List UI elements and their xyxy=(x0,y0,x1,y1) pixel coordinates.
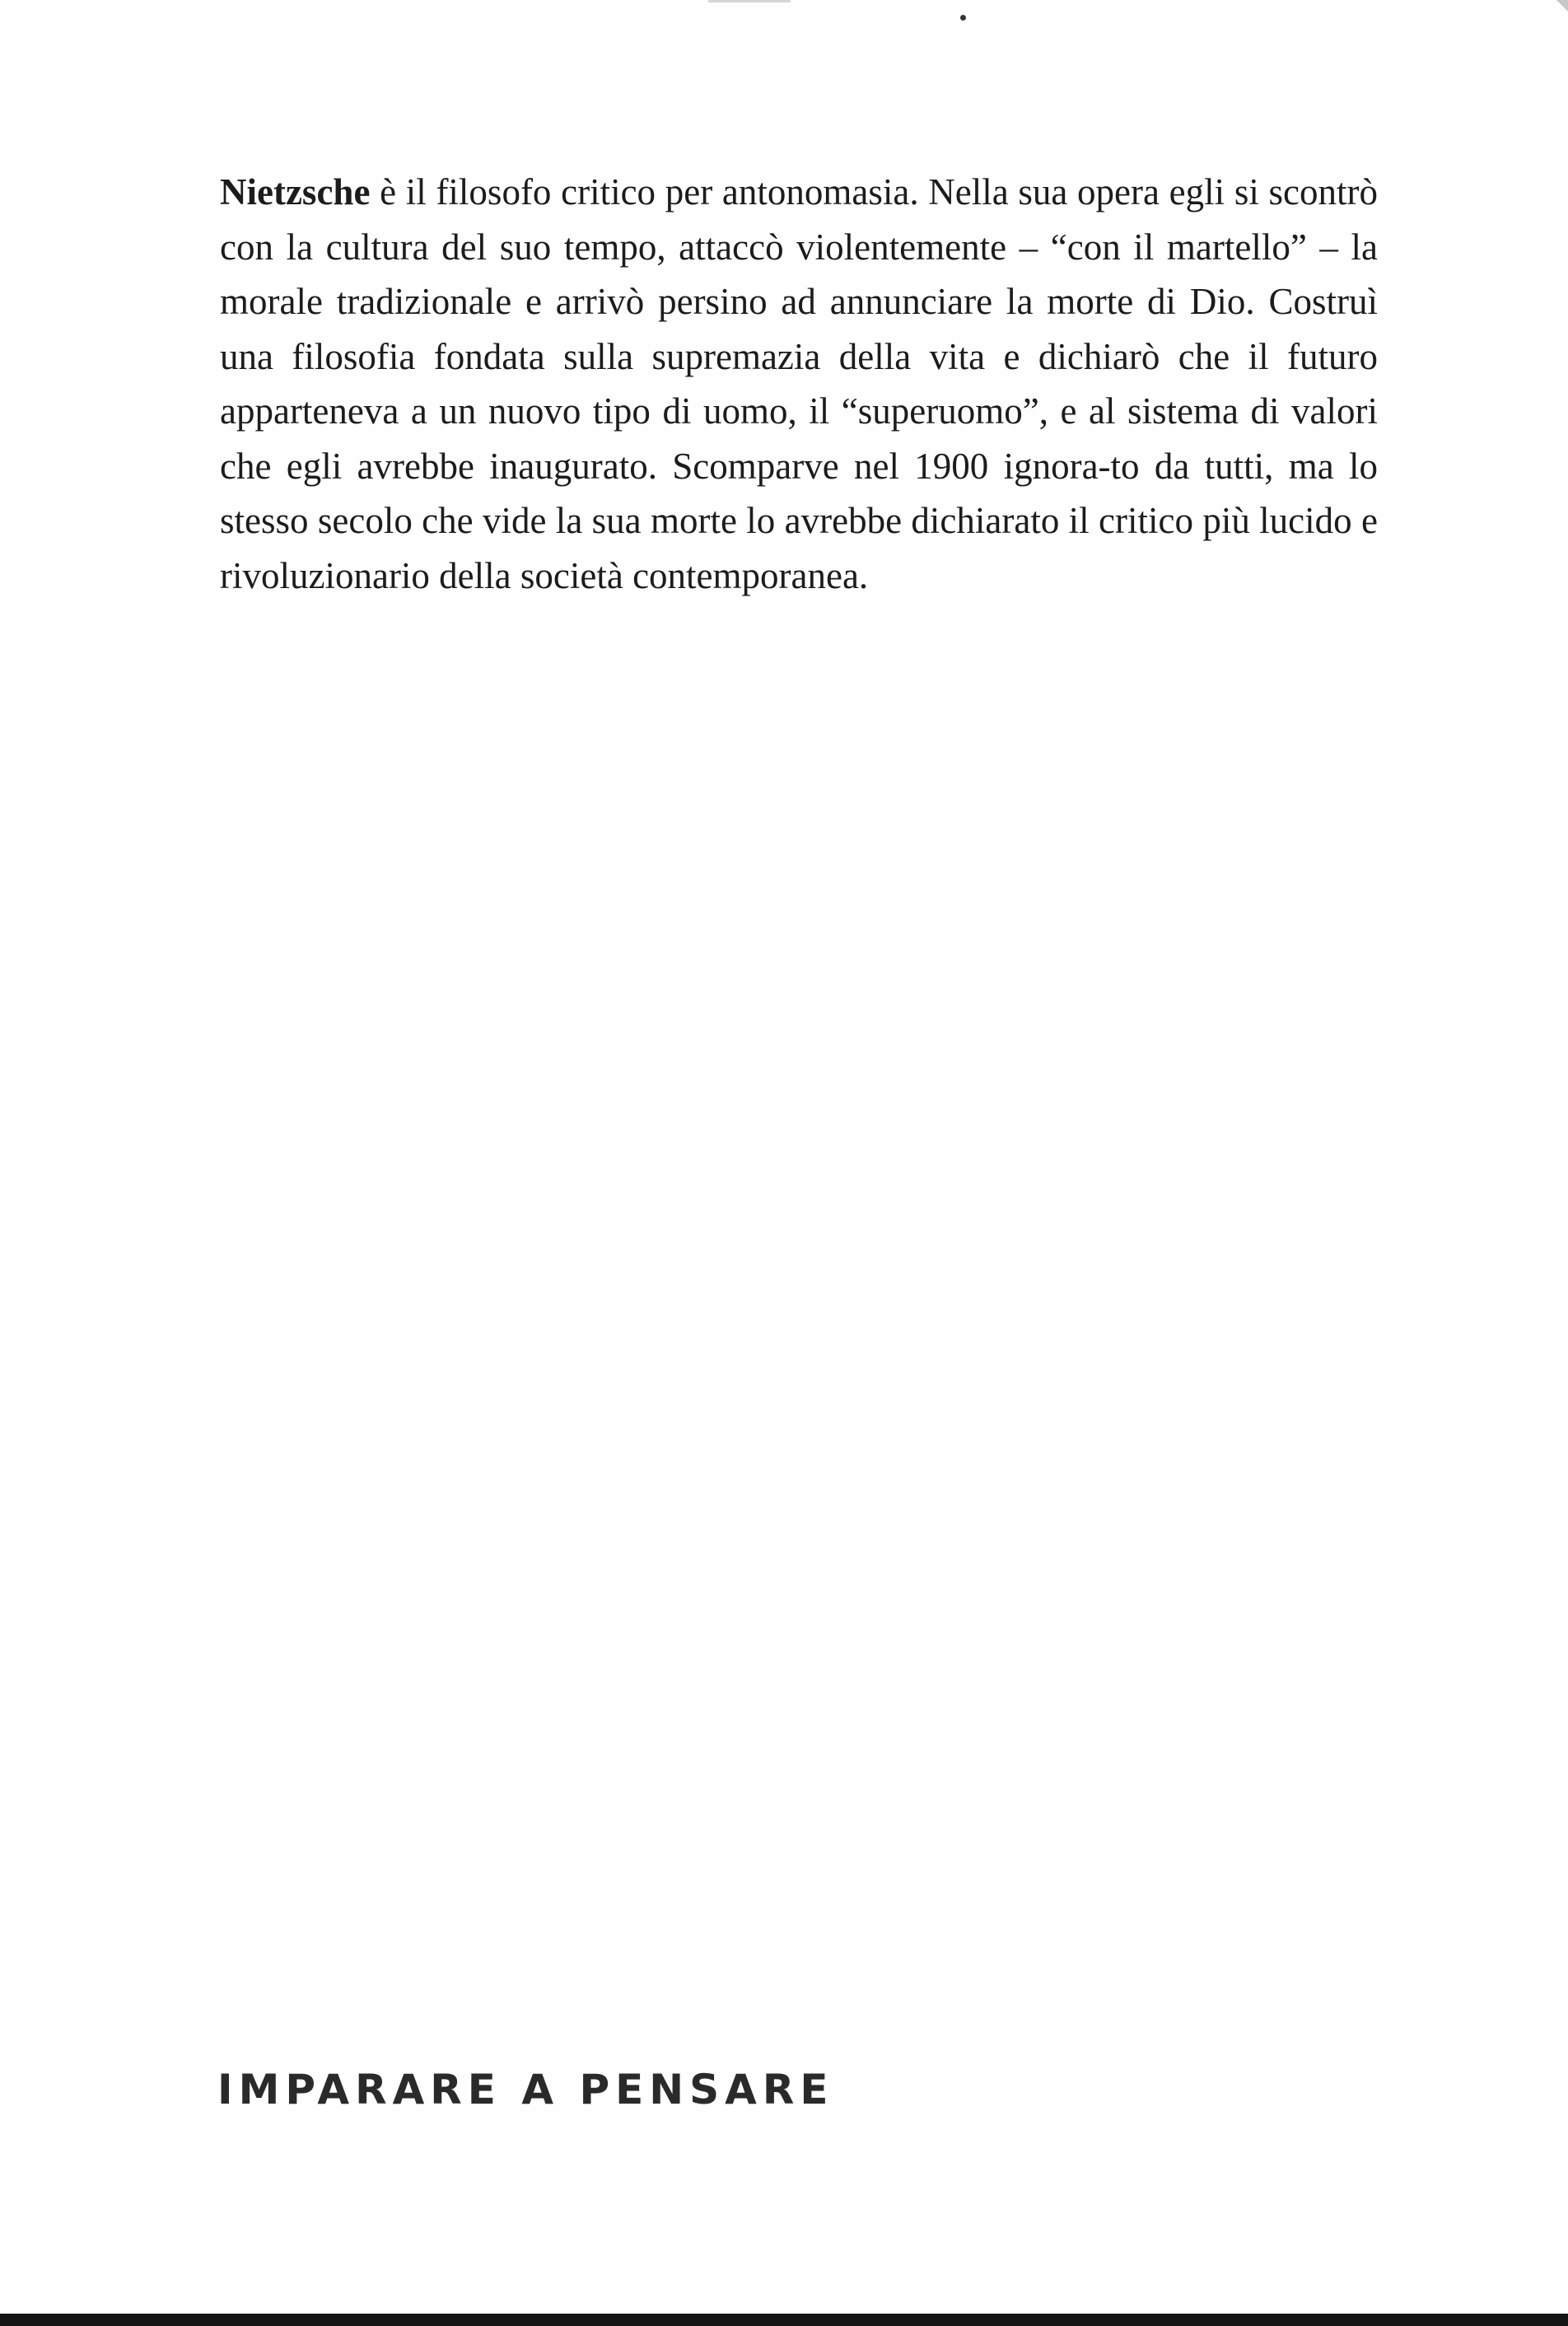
scan-top-edge xyxy=(708,0,791,2)
blurb-text-part-1: è il filosofo critico per antonomasia. Nella sua opera egli si scontrò con la cultura del suo tempo, attaccò violentemente – “con il martello” – la morale tradizionale e arrivò persino ad annunciare la morte di Dio. Costruì una filosofia fondata sulla supremazia della vita e dichiarò che il futuro apparteneva a un nuovo tipo di uomo, il “superuomo”, e al sistema di valori che egli avrebbe inaugurato. Scomparve nel 1900 ignora- xyxy=(220,171,1378,487)
scan-speck xyxy=(960,15,966,21)
scan-bottom-edge xyxy=(0,2314,1568,2326)
blurb-text-part-2: to da tutti, ma lo stesso secolo che vide la sua morte lo avrebbe dichiarato il critico più lucido e rivoluzionario della società contemporanea. xyxy=(220,445,1378,596)
scan-corner-fold xyxy=(1556,0,1568,12)
blurb-lead-name: Nietzsche xyxy=(220,171,371,213)
series-title: IMPARARE A PENSARE xyxy=(217,2066,834,2113)
book-blurb xyxy=(220,165,1378,603)
